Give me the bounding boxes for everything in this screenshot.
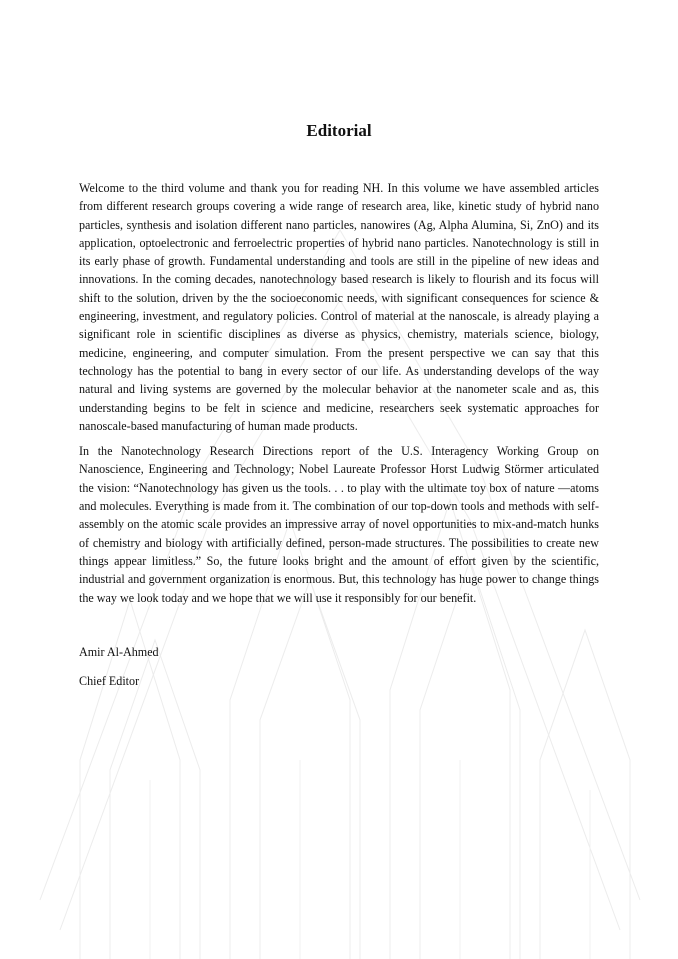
editorial-page bbox=[79, 120, 599, 701]
page-title: Editorial bbox=[306, 121, 372, 140]
author-role: Chief Editor bbox=[79, 673, 140, 688]
body-paragraph-2: In the Nanotechnology Research Directions report of the U.S. Interagency Working Group on Nanoscience, Engineering and Technology; Nobel Laureate Professor Horst Ludwig Störmer articulated the vision: “Nanotechnology has given us the tools. . . to play with the ultimate toy box of nature —atoms and molecules. Everything is made from it. The combination of our top-down tools and methods with self-assembly on the atomic scale provides an impressive array of novel opportunities to mix-and-match hunks of chemistry and biology with artificially defined, person-made structures. The possibilities to create new things appear limitless.” So, the future looks bright and the amount of effort given by the scientific, industrial and government organization is enormous. But, this technology has huge power to change things the way we look today and we hope that we will use it responsibly for our benefit. bbox=[79, 444, 599, 605]
author-name: Amir Al-Ahmed bbox=[79, 644, 159, 659]
signature-block bbox=[79, 643, 599, 690]
body-paragraph-1: Welcome to the third volume and thank you for reading NH. In this volume we have assembled articles from different research groups covering a wide range of research area, like, kinetic study of hybrid nano particles, synthesis and isolation different nano particles, nanowires (Ag, Alpha Alumina, Si, ZnO) and its application, optoelectronic and ferroelectric properties of hybrid nano particles. Nanotechnology is still in its early phase of growth. Fundamental understanding and tools are still in the pipeline of new ideas and innovations. In the coming decades, nanotechnology based research is likely to flourish and its focus will shift to the solution, driven by the the socioeconomic needs, with significant consequences for science & engineering, investment, and regulatory policies. Control of material at the nanoscale, is already playing a significant role in scientific disciplines as diverse as physics, chemistry, materials science, biology, medicine, engineering, and computer simulation. From the present perspective we can say that this technology has the potential to bang in every sector of our life. As understanding develops of the way natural and living systems are governed by the molecular behavior at the nanometer scale and as, this understanding begins to be felt in science and medicine, researchers seek systematic approaches for nanoscale-based manufacturing of human made products. bbox=[79, 181, 599, 433]
